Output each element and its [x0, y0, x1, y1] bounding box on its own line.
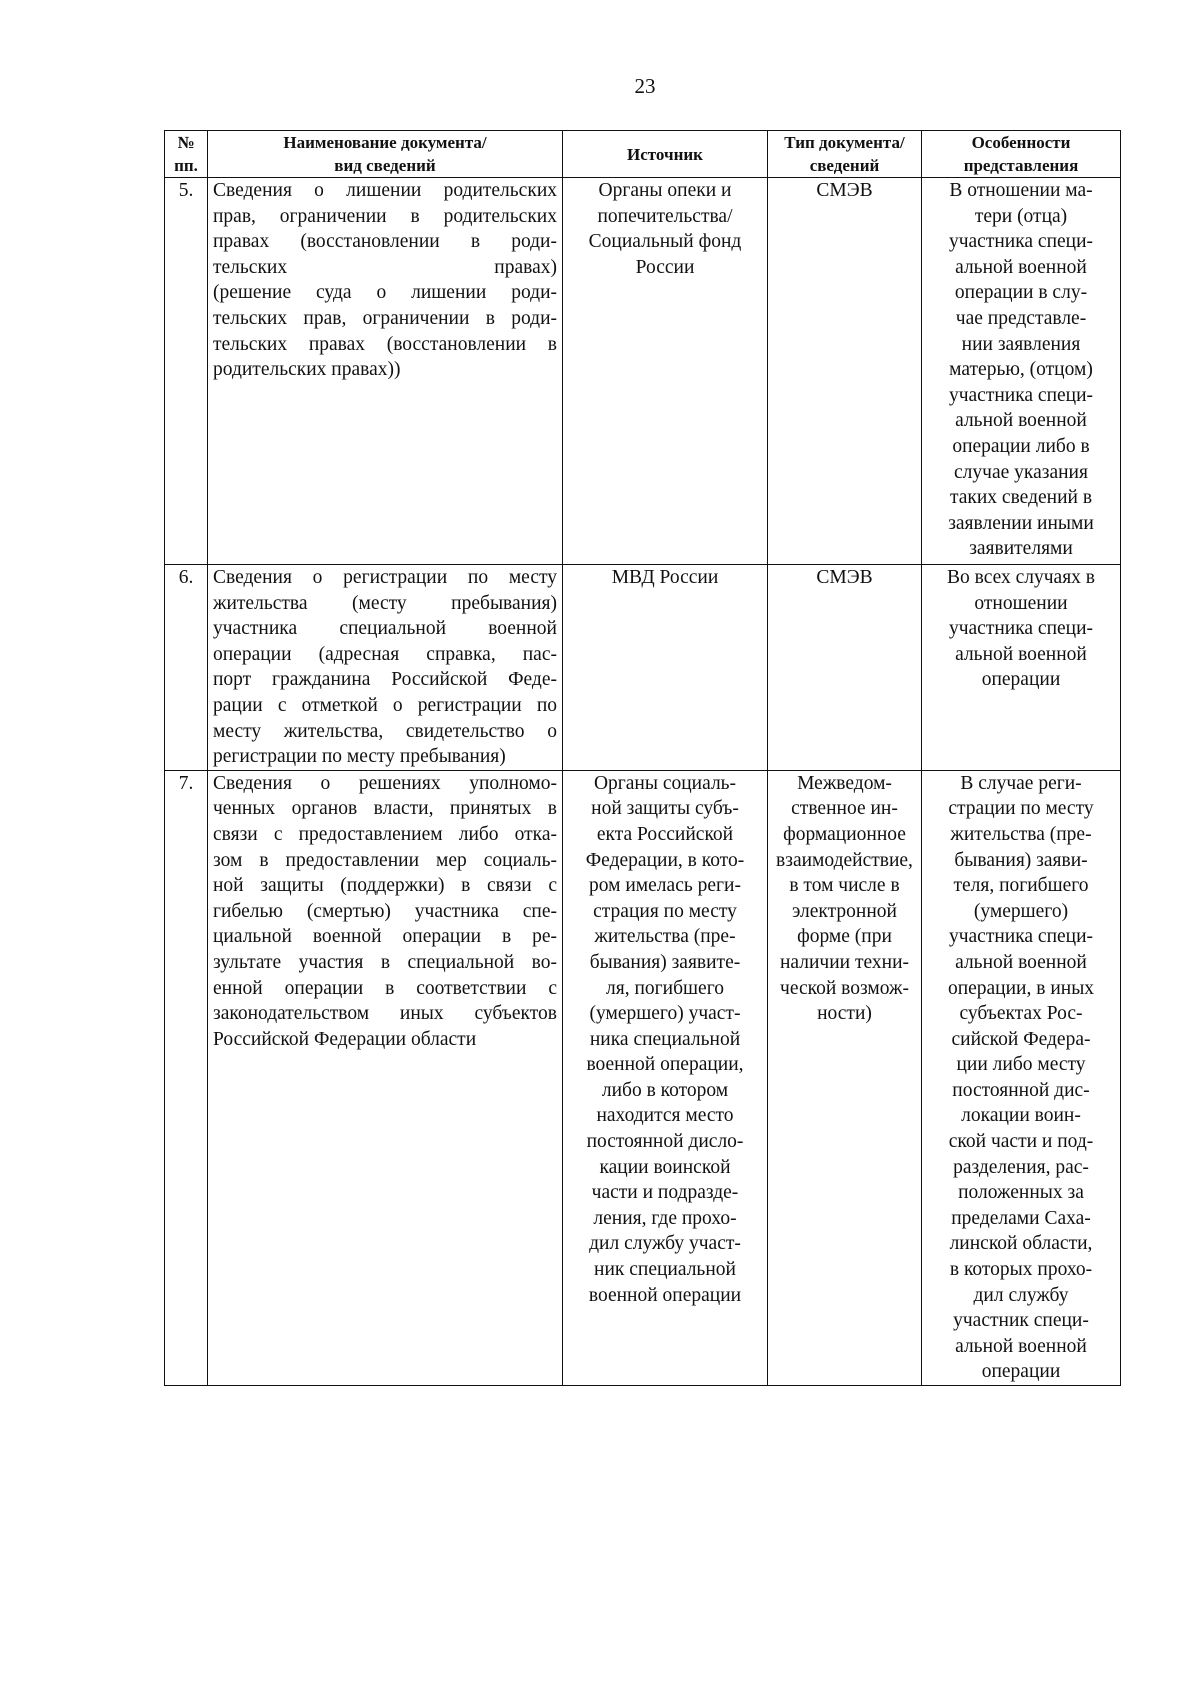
cell-text-line: альной военной: [955, 256, 1087, 278]
cell-text-line: дил службу: [973, 1284, 1069, 1306]
cell-text-line: Сведения о лишении родительских: [213, 180, 557, 201]
cell-text-line: субъектах Рос-: [959, 1003, 1083, 1025]
cell-text-line: заявлении иными: [948, 512, 1094, 534]
cell-text-line: ченных органов власти, принятых в: [213, 798, 557, 820]
source-cell: [563, 565, 768, 771]
cell-text-line: альной военной: [955, 1335, 1087, 1357]
cell-text-line: ника специальной: [589, 1028, 741, 1050]
row-number: 7.: [165, 770, 208, 1385]
cell-text-line: попечительства/: [597, 205, 733, 227]
cell-text-line: России: [635, 256, 695, 278]
cell-text-line: ческой возмож-: [780, 977, 909, 999]
cell-text-line: формационное: [783, 823, 906, 845]
cell-text-line: жительства (пре-: [950, 823, 1092, 845]
cell-text-line: екта Российской: [596, 823, 734, 845]
cell-text-line: участника специ-: [948, 618, 1094, 640]
cell-text-line: тери (отца): [974, 205, 1068, 227]
cell-text-line: жительства (пре-: [594, 926, 736, 948]
header-line: Наименование документа/: [283, 133, 487, 152]
header-line: вид сведений: [334, 156, 436, 175]
cell-text-line: ник специальной: [594, 1259, 736, 1281]
header-document-type: [768, 131, 922, 178]
cell-text-line: операции: [981, 1361, 1061, 1383]
cell-text-line: теля, погибшего: [953, 875, 1089, 897]
cell-text-line: альной военной: [955, 951, 1087, 973]
cell-text-line: участника специ-: [948, 384, 1094, 406]
cell-text-line: постоянной дис-: [952, 1079, 1090, 1101]
cell-text-line: регистрации по месту пребывания): [213, 746, 506, 768]
cell-text-line: положенных за: [958, 1182, 1084, 1204]
header-line: пп.: [174, 156, 198, 175]
row-number: 6.: [165, 565, 208, 771]
cell-text-line: бывания) заявите-: [589, 951, 741, 973]
cell-text-line: родительских правах)): [213, 359, 401, 381]
row-number: 5.: [165, 178, 208, 565]
header-line: представления: [963, 156, 1079, 175]
table-header-row: [165, 131, 1121, 178]
cell-text-line: сийской Федера-: [951, 1028, 1091, 1050]
cell-text-line: Сведения о решениях уполномо-: [213, 772, 557, 794]
cell-text-line: операции, в иных: [947, 977, 1095, 999]
cell-text-line: ности): [817, 1003, 872, 1025]
cell-text-line: части и подразде-: [591, 1182, 739, 1204]
cell-text-line: енной операции в соответствии с: [213, 977, 557, 999]
cell-text-line: ственное ин-: [791, 798, 898, 820]
cell-text-line: гибелью (смертью) участника спе-: [213, 900, 557, 922]
source-cell: [563, 178, 768, 565]
cell-text-line: жительства (месту пребывания): [213, 592, 557, 614]
header-line: Тип документа/: [784, 133, 905, 152]
cell-text-line: альной военной: [955, 410, 1087, 432]
cell-text-line: ции либо месту: [956, 1054, 1086, 1076]
features-cell: [922, 178, 1121, 565]
cell-text-line: Органы социаль-: [593, 772, 737, 794]
document-type-cell: [768, 178, 922, 565]
cell-text-line: линской области,: [949, 1233, 1093, 1255]
cell-text-line: пределами Саха-: [951, 1207, 1091, 1229]
cell-text-line: (умершего): [973, 900, 1069, 922]
header-features: [922, 131, 1121, 178]
header-document-name: [208, 131, 563, 178]
cell-text-line: Во всех случаях в: [946, 567, 1096, 588]
cell-text-line: зультате участия в специальной во-: [213, 951, 557, 973]
cell-text-line: локации воин-: [961, 1105, 1081, 1127]
header-number: [165, 131, 208, 178]
cell-text-line: ром имелась реги-: [589, 875, 741, 897]
cell-text-line: взаимодействие,: [776, 849, 913, 871]
document-name-cell: [208, 178, 563, 565]
cell-text-line: форме (при: [797, 926, 892, 948]
cell-text-line: правах (восстановлении в роди-: [213, 231, 557, 253]
cell-text-line: тельских прав, ограничении в роди-: [213, 307, 557, 329]
cell-text-line: Органы опеки и: [598, 180, 732, 201]
cell-text-line: месту жительства, свидетельство о: [213, 720, 557, 742]
cell-text-line: отношении: [974, 592, 1068, 614]
cell-text-line: Социальный фонд: [588, 231, 742, 253]
cell-text-line: таких сведений в: [949, 487, 1093, 509]
cell-text-line: тельских правах (восстановлении в: [213, 333, 557, 355]
page-number: 23: [634, 74, 656, 98]
cell-text-line: В отношении ма-: [949, 180, 1093, 201]
cell-text-line: альной военной: [955, 643, 1087, 665]
table-row: [165, 770, 1121, 1385]
cell-text-line: заявителями: [969, 538, 1073, 560]
header-line: Особенности: [971, 133, 1071, 152]
cell-text-line: операции: [981, 669, 1061, 691]
cell-text-line: ской части и под-: [948, 1131, 1094, 1153]
cell-text-line: законодательством иных субъектов: [213, 1003, 557, 1025]
header-line: сведений: [809, 156, 880, 175]
cell-text-line: случае указания: [954, 461, 1088, 483]
cell-text-line: операции в слу-: [954, 282, 1088, 304]
cell-text-line: рации с отметкой о регистрации по: [213, 694, 557, 716]
header-line: Источник: [627, 144, 703, 164]
cell-text-line: наличии техни-: [779, 951, 910, 973]
cell-text-line: МВД России: [611, 567, 719, 588]
cell-text-line: находится место: [596, 1105, 734, 1127]
cell-text-line: В случае реги-: [960, 772, 1082, 794]
cell-text-line: прав, ограничении в родительских: [213, 205, 557, 227]
cell-text-line: нии заявления: [961, 333, 1081, 355]
features-cell: [922, 565, 1121, 771]
cell-text-line: связи с предоставлением либо отка-: [213, 823, 557, 845]
cell-text-line: участника специальной военной: [213, 618, 557, 640]
cell-text-line: постоянной дисло-: [586, 1131, 744, 1153]
cell-text-line: военной операции,: [586, 1054, 744, 1076]
cell-text-line: ления, где прохо-: [593, 1207, 737, 1229]
document-type-cell: [768, 565, 922, 771]
cell-text-line: в которых прохо-: [949, 1259, 1093, 1281]
cell-text-line: операции (адресная справка, пас-: [213, 643, 557, 665]
cell-text-line: СМЭВ: [816, 567, 873, 588]
cell-text-line: бывания) заяви-: [954, 849, 1088, 871]
cell-text-line: СМЭВ: [816, 180, 873, 201]
table-row: [165, 178, 1121, 565]
header-line: №: [177, 133, 195, 152]
cell-text-line: военной операции: [588, 1284, 742, 1306]
header-source: [563, 131, 768, 178]
cell-text-line: Межведом-: [797, 772, 892, 794]
features-cell: [922, 770, 1121, 1385]
cell-text-line: разделения, рас-: [953, 1156, 1089, 1178]
cell-text-line: участника специ-: [948, 926, 1094, 948]
document-name-cell: [208, 565, 563, 771]
cell-text-line: тельских правах): [213, 256, 557, 278]
cell-text-line: матерью, (отцом): [949, 359, 1093, 381]
cell-text-line: либо в котором: [601, 1079, 729, 1101]
cell-text-line: Федерации, в кото-: [585, 849, 745, 871]
cell-text-line: страции по месту: [948, 798, 1094, 820]
cell-text-line: (умершего) участ-: [589, 1003, 741, 1025]
cell-text-line: ной защиты субъ-: [591, 798, 739, 820]
table-row: [165, 565, 1121, 771]
source-cell: [563, 770, 768, 1385]
documents-table: [164, 130, 1121, 1386]
cell-text-line: ной защиты (поддержки) в связи с: [213, 875, 557, 897]
cell-text-line: кации воинской: [599, 1156, 731, 1178]
cell-text-line: участника специ-: [948, 231, 1094, 253]
cell-text-line: (решение суда о лишении роди-: [213, 282, 557, 304]
cell-text-line: циальной военной операции в ре-: [213, 926, 557, 948]
cell-text-line: зом в предоставлении мер социаль-: [213, 849, 557, 871]
cell-text-line: операции либо в: [952, 435, 1090, 457]
document-name-cell: [208, 770, 563, 1385]
cell-text-line: в том числе в: [789, 875, 900, 897]
cell-text-line: страция по месту: [593, 900, 737, 922]
cell-text-line: чае представле-: [955, 307, 1087, 329]
cell-text-line: дил службу участ-: [589, 1233, 741, 1255]
document-type-cell: [768, 770, 922, 1385]
cell-text-line: участник специ-: [953, 1310, 1089, 1332]
cell-text-line: электронной: [792, 900, 897, 922]
cell-text-line: ля, погибшего: [606, 977, 724, 999]
cell-text-line: Сведения о регистрации по месту: [213, 567, 557, 588]
cell-text-line: порт гражданина Российской Феде-: [213, 669, 557, 691]
cell-text-line: Российской Федерации области: [213, 1028, 477, 1050]
